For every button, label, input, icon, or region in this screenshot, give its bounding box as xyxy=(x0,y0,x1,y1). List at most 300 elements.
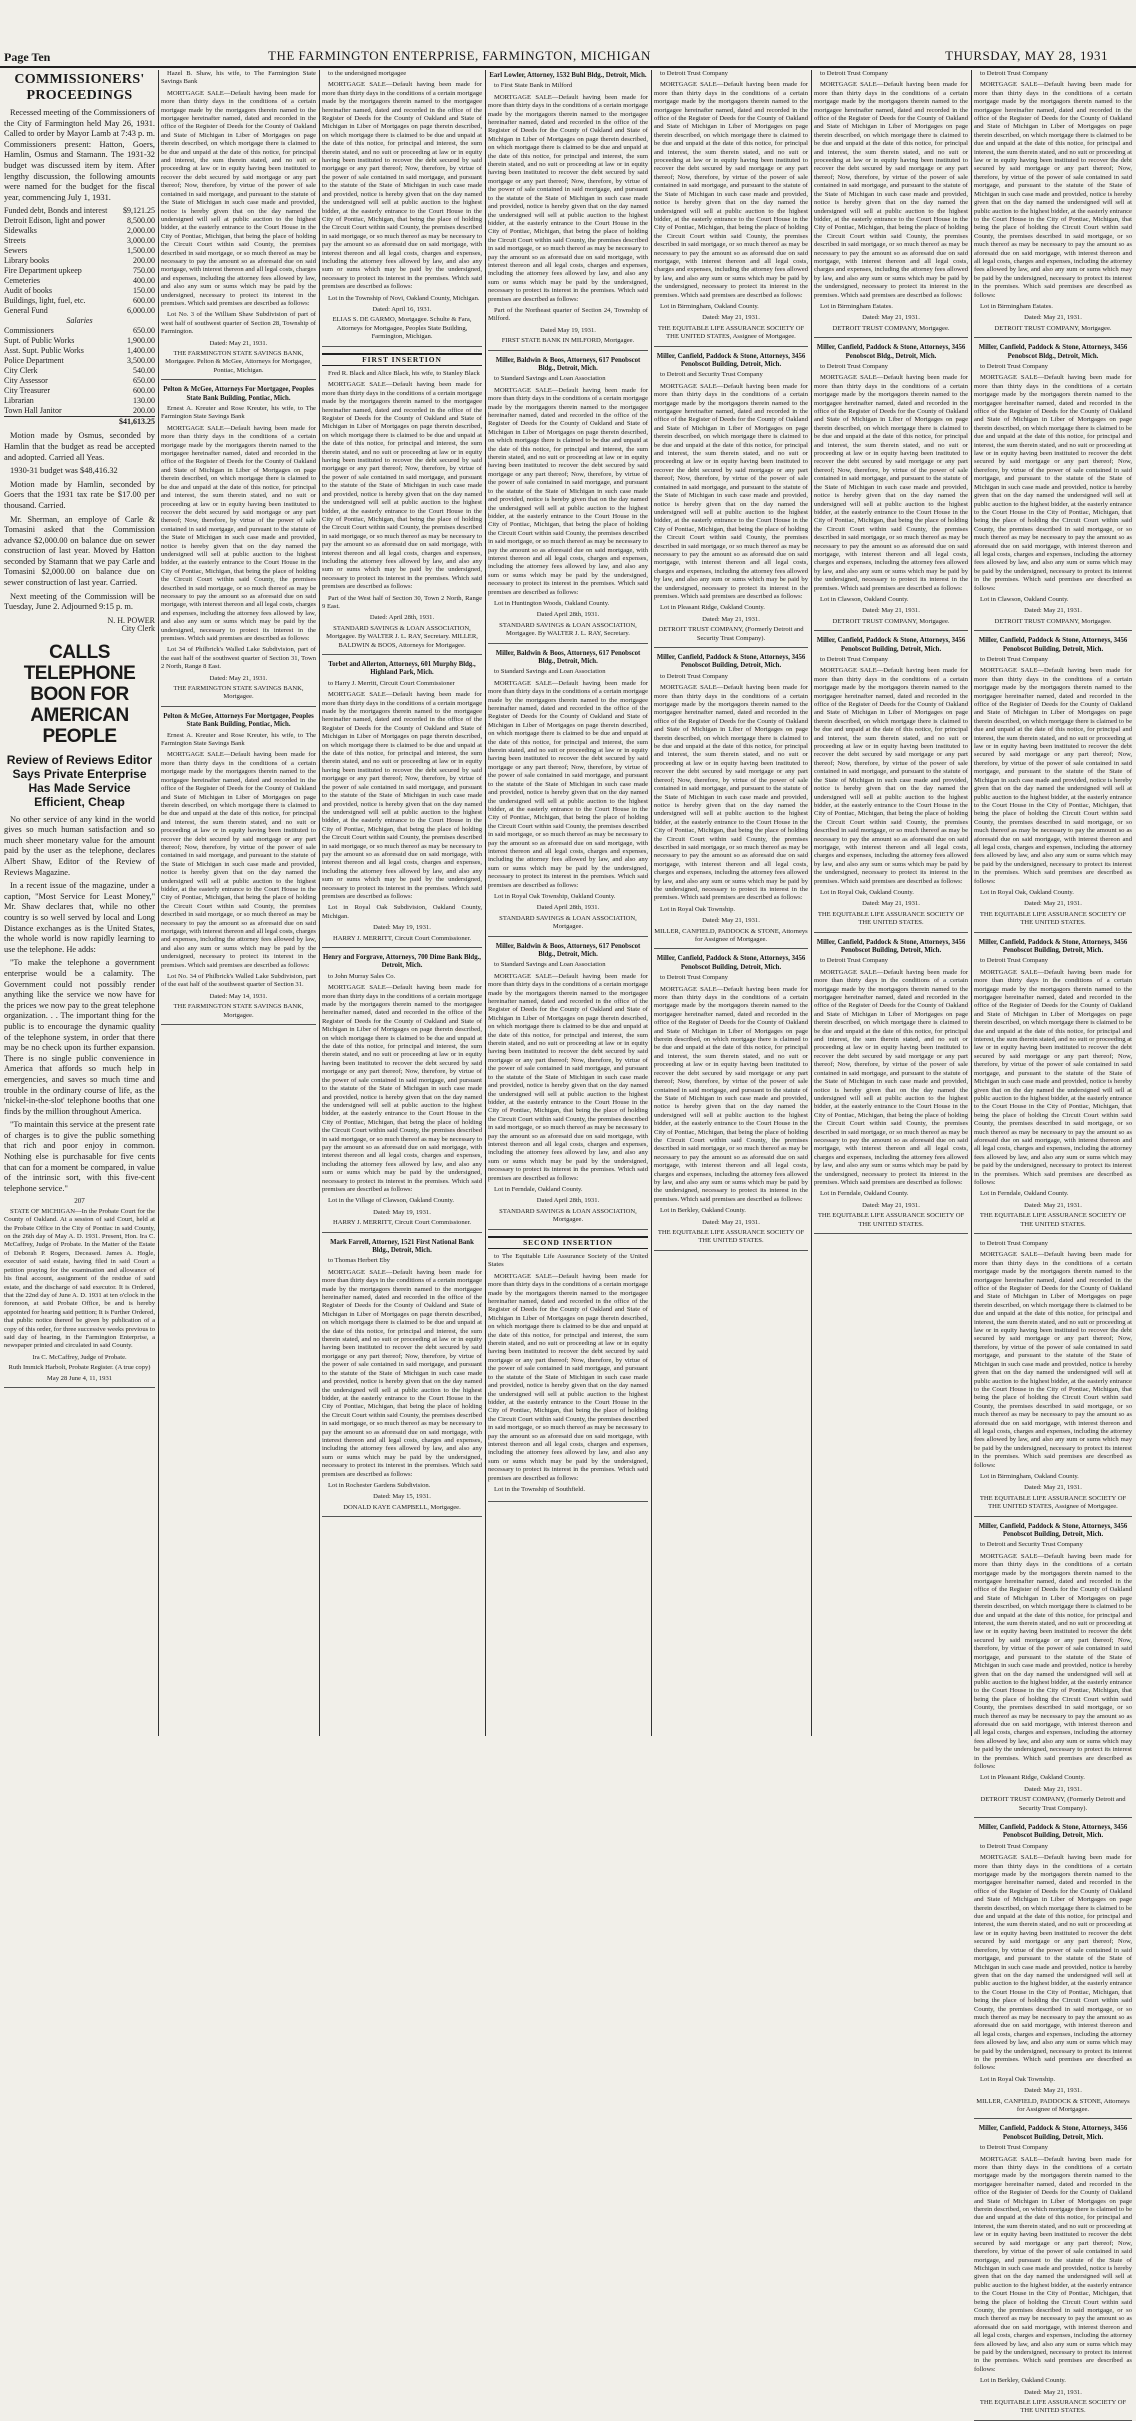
notice-lot: Lot in Clawson, Oakland County. xyxy=(820,595,909,603)
telephone-paragraph: No other service of any kind in the world gives so much human satisfaction and so much sheer monetary value for the amount paid by the user as the telephone, declares Albert Shaw, Editor of the Review of Reviews Magazine. xyxy=(4,814,155,877)
notice-body: MORTGAGE SALE—Default having been made for more than thirty days in the conditions of a certain mortgage made by the mortgagors therein named to the mortgagee hereinafter named, dated and recorded in the office of the Register of Deeds for the County of Oakland and State of Michigan in Liber of Mortgages on page therein described, on which mortgage there is claimed to be due and unpaid at the date of this notice, for principal and interest, the sum therein stated, and no suit or proceeding at law or in equity having been instituted to recover the debt secured by said mortgage or any part thereof; Now, therefore, by virtue of the power of sale contained in said mortgage, and pursuant to the statute of the State of Michigan in such case made and provided, notice is hereby given that on the day named the undersigned will sell at public auction to the highest bidder, at the easterly entrance to the Court House in the City of Pontiac, Michigan, that being the place of holding the Circuit Court within said County, the premises described in said mortgage, or so much thereof as may be necessary to pay the amount so as aforesaid due on said mortgage, with interest thereon and all legal costs, charges and expenses, including the attorney fees allowed by law, and also any sum or sums which may be paid by the undersigned, necessary to protect its interest in the premises. Which said premises are described as follows: xyxy=(654,684,808,902)
budget-amount: 650.00 xyxy=(133,326,155,336)
notice-heading: Miller, Canfield, Paddock & Stone, Attorneys, 3456 Penobscot Building, Detroit, Mich. xyxy=(816,637,966,653)
notice-heading: Henry and Forgrave, Attorneys, 700 Dime Bank Bldg., Detroit, Mich. xyxy=(322,954,482,970)
notice-parties: Hazel B. Shaw, his wife, to The Farmington State Savings Bank xyxy=(161,70,316,86)
notice-parties: to Detroit Trust Company xyxy=(820,656,888,663)
clerk-name: N. H. POWER xyxy=(107,615,155,625)
budget-label: City Assessor xyxy=(4,376,48,386)
legal-notice xyxy=(161,70,316,380)
notice-body: MORTGAGE SALE—Default having been made for more than thirty days in the conditions of a certain mortgage made by the mortgagors therein named to the mortgagee hereinafter named, dated and recorded in the office of the Register of Deeds for the County of Oakland and State of Michigan in Liber of Mortgages on page therein described, on which mortgage there is claimed to be due and unpaid at the date of this notice, for principal and interest, the sum therein stated, and no suit or proceeding at law or in equity having been instituted to recover the debt secured by said mortgage or any part thereof; Now, therefore, by virtue of the power of sale contained in said mortgage, and pursuant to the statute of the State of Michigan in such case made and provided, notice is hereby given that on the day named the undersigned will sell at public auction to the highest bidder, at the easterly entrance to the Court House in the City of Pontiac, Michigan, that being the place of holding the Circuit Court within said County, the premises described in said mortgage, or so much thereof as may be necessary to pay the amount so as aforesaid due on said mortgage, with interest thereon and all legal costs, charges and expenses, including the attorney fees allowed by law, and also any sum or sums which may be paid by the undersigned, necessary to protect its interest in the premises. Which said premises are described as follows: xyxy=(814,81,968,299)
legal-notice xyxy=(814,70,968,338)
notice-date: Dated: May 21, 1931. xyxy=(702,917,760,925)
budget-row xyxy=(4,366,155,376)
notice-date: Dated: April 28th, 1931. xyxy=(369,614,435,622)
notice-parties: to Detroit Trust Company xyxy=(660,70,728,77)
budget-label: Sewers xyxy=(4,246,28,256)
legal-notice xyxy=(488,1236,648,1503)
commission-intro: Recessed meeting of the Commissioners of the City of Farmington held May 26, 1931. Called to order by Mayor Lamb at 7:43 p. m. Commissioners present: Hatton, Goers, Hamlin, Osmus and Stamann. The 1931-32 budget was discussed item by item. After lengthy discussion, the following amounts were named for the budget for the fiscal year, commencing July 1, 1931. xyxy=(4,108,155,202)
notice-body: MORTGAGE SALE—Default having been made for more than thirty days in the conditions of a certain mortgage made by the mortgagors therein named to the mortgagee hereinafter named, dated and recorded in the office of the Register of Deeds for the County of Oakland and State of Michigan in Liber of Mortgages on page therein described, on which mortgage there is claimed to be due and unpaid at the date of this notice, for principal and interest, the sum therein stated, and no suit or proceeding at law or in equity having been instituted to recover the debt secured by said mortgage or any part thereof; Now, therefore, by virtue of the power of sale contained in said mortgage, and pursuant to the statute of the State of Michigan in such case made and provided, notice is hereby given that on the day named the undersigned will sell at public auction to the highest bidder, at the easterly entrance to the Court House in the City of Pontiac, Michigan, that being the place of holding the Circuit Court within said County, the premises described in said mortgage, or so much thereof as may be necessary to pay the amount so as aforesaid due on said mortgage, with interest thereon and all legal costs, charges and expenses, including the attorney fees allowed by law, and also any sum or sums which may be paid by the undersigned, necessary to protect its interest in the premises. Which said premises are described as follows: xyxy=(814,968,968,1186)
legal-notice xyxy=(322,1239,482,1518)
budget-row xyxy=(4,216,155,226)
notice-date: Dated: May 21, 1931. xyxy=(1024,314,1082,322)
budget-amount: 200.00 xyxy=(133,256,155,266)
notice-body: MORTGAGE SALE—Default having been made for more than thirty days in the conditions of a certain mortgage made by the mortgagors therein named to the mortgagee hereinafter named, dated and recorded in the office of the Register of Deeds for the County of Oakland and State of Michigan in Liber of Mortgages on page therein described, on which mortgage there is claimed to be due and unpaid at the date of this notice, for principal and interest, the sum therein stated, and no suit or proceeding at law or in equity having been instituted to recover the debt secured by said mortgage or any part thereof; Now, therefore, by virtue of the power of sale contained in said mortgage, and pursuant to the statute of the State of Michigan in such case made and provided, notice is hereby given that on the day named the undersigned will sell at public auction to the highest bidder, at the easterly entrance to the Court House in the City of Pontiac, Michigan, that being the place of holding the Circuit Court within said County, the premises described in said mortgage, or so much thereof as may be necessary to pay the amount so as aforesaid due on said mortgage, with interest thereon and all legal costs, charges and expenses, including the attorney fees allowed by law, and also any sum or sums which may be paid by the undersigned, necessary to protect its interest in the premises. Which said premises are described as follows: xyxy=(322,691,482,900)
notice-date: Dated: May 21, 1931. xyxy=(862,607,920,615)
commission-closing xyxy=(4,431,155,613)
notice-date: Dated: May 21, 1931. xyxy=(702,615,760,623)
notice-signature: DONALD KAYE CAMPBELL, Mortgagee. xyxy=(343,1503,461,1511)
notice-body: MORTGAGE SALE—Default having been made for more than thirty days in the conditions of a certain mortgage made by the mortgagors therein named to the mortgagee hereinafter named, dated and recorded in the office of the Register of Deeds for the County of Oakland and State of Michigan in Liber of Mortgages on page therein described, on which mortgage there is claimed to be due and unpaid at the date of this notice, for principal and interest, the sum therein stated, and no suit or proceeding at law or in equity having been instituted to recover the debt secured by said mortgage or any part thereof; Now, therefore, by virtue of the power of sale contained in said mortgage, and pursuant to the statute of the State of Michigan in such case made and provided, notice is hereby given that on the day named the undersigned will sell at public auction to the highest bidder, at the easterly entrance to the Court House in the City of Pontiac, Michigan, that being the place of holding the Circuit Court within said County, the premises described in said mortgage, or so much thereof as may be necessary to pay the amount so as aforesaid due on said mortgage, with interest thereon and all legal costs, charges and expenses, including the attorney fees allowed by law, and also any sum or sums which may be paid by the undersigned, necessary to protect its interest in the premises. Which said premises are described as follows: xyxy=(488,679,648,889)
budget-amount: 540.00 xyxy=(133,366,155,376)
budget-label: Buildings, light, fuel, etc. xyxy=(4,296,86,306)
notice-lot: Lot in Pleasant Ridge, Oakland County. xyxy=(980,1774,1085,1782)
budget-label: Detroit Edison, light and power xyxy=(4,216,106,226)
notice-parties: to Detroit and Security Trust Company xyxy=(660,371,763,379)
budget-label xyxy=(4,417,116,428)
budget-amount: 650.00 xyxy=(133,376,155,386)
clerk-title: City Clerk xyxy=(121,624,155,634)
notice-date: Dated: May 15, 1931. xyxy=(373,1493,431,1501)
budget-row xyxy=(4,326,155,336)
notice-signature: STANDARD SAVINGS & LOAN ASSOCIATION, Mortgagee. By WALTER J. L. RAY, Secretary. xyxy=(499,621,637,638)
notice-signature: HARRY J. MERRITT, Circuit Court Commissioner. xyxy=(332,1219,472,1227)
budget-label: Supt. of Public Works xyxy=(4,336,75,346)
notice-body: MORTGAGE SALE—Default having been made for more than thirty days in the conditions of a certain mortgage made by the mortgagors therein named to the mortgagee hereinafter named, dated and recorded in the office of the Register of Deeds for the County of Oakland and State of Michigan in Liber of Mortgages on page therein described, on which mortgage there is claimed to be due and unpaid at the date of this notice, for principal and interest, the sum therein stated, and no suit or proceeding at law or in equity having been instituted to recover the debt secured by said mortgage or any part thereof; Now, therefore, by virtue of the power of sale contained in said mortgage, and pursuant to the statute of the State of Michigan in such case made and provided, notice is hereby given that on the day named the undersigned will sell at public auction to the highest bidder, at the easterly entrance to the Court House in the City of Pontiac, Michigan, that being the place of holding the Circuit Court within said County, the premises described in said mortgage, or so much thereof as may be necessary to pay the amount so as aforesaid due on said mortgage, with interest thereon and all legal costs, charges and expenses, including the attorney fees allowed by law, and also any sum or sums which may be paid by the undersigned, necessary to protect its interest in the premises. Which said premises are described as follows: xyxy=(974,968,1132,1186)
notice-lot: Lot in Pleasant Ridge, Oakland County. xyxy=(660,604,765,612)
budget-amount: 1,500.00 xyxy=(127,246,155,256)
budget-amount: 1,400.00 xyxy=(127,346,155,356)
notice-heading: Miller, Canfield, Paddock & Stone, Attorneys, 3456 Penobscot Building, Detroit, Mich. xyxy=(978,1824,1128,1840)
notice-heading: Miller, Canfield, Paddock & Stone, Attorneys, 3456 Penobscot Building, Detroit, Mich. xyxy=(978,1522,1128,1538)
notice-heading: Miller, Canfield, Paddock & Stone, Attorneys, 3456 Penobscot Building, Detroit, Mich. xyxy=(656,955,806,971)
legal-notice xyxy=(322,661,482,948)
notice-signature: THE EQUITABLE LIFE ASSURANCE SOCIETY OF THE UNITED STATES, Assignee of Mortgagee. xyxy=(657,324,805,341)
notice-date: Dated: May 21, 1931. xyxy=(862,1201,920,1209)
budget-amount: $9,121.25 xyxy=(123,206,155,216)
notice-lot: Lot in Berkley, Oakland County. xyxy=(660,1207,746,1215)
notice-signature: THE EQUITABLE LIFE ASSURANCE SOCIETY OF THE UNITED STATES. xyxy=(979,910,1127,927)
notice-lot: Lot 34 of Philbrick's Walled Lake Subdivision, part of the east half of the southwest quarter of Section 31, Town 2 North, Range 8 East. xyxy=(161,646,316,671)
notice-lot: Lot in Birmingham, Oakland County. xyxy=(980,1472,1079,1480)
column-rule xyxy=(971,70,972,1736)
legal-notice xyxy=(654,70,808,347)
notice-body: MORTGAGE SALE—Default having been made for more than thirty days in the conditions of a certain mortgage made by the mortgagors therein named to the mortgagee hereinafter named, dated and recorded in the office of the Register of Deeds for the County of Oakland and State of Michigan in Liber of Mortgages on page therein described, on which mortgage there is claimed to be due and unpaid at the date of this notice, for principal and interest, the sum therein stated, and no suit or proceeding at law or in equity having been instituted to recover the debt secured by said mortgage or any part thereof; Now, therefore, by virtue of the power of sale contained in said mortgage, and pursuant to the statute of the State of Michigan in such case made and provided, notice is hereby given that on the day named the undersigned will sell at public auction to the highest bidder, at the easterly entrance to the Court House in the City of Pontiac, Michigan, that being the place of holding the Circuit Court within said County, the premises described in said mortgage, or so much thereof as may be necessary to pay the amount so as aforesaid due on said mortgage, with interest thereon and all legal costs, charges and expenses, including the attorney fees allowed by law, and also any sum or sums which may be paid by the undersigned, necessary to protect its interest in the premises. Which said premises are described as follows: xyxy=(488,386,648,596)
legal-notice xyxy=(974,939,1132,1234)
column-1 xyxy=(4,70,155,1736)
notice-body: MORTGAGE SALE—Default having been made for more than thirty days in the conditions of a certain mortgage made by the mortgagors therein named to the mortgagee hereinafter named, dated and recorded in the office of the Register of Deeds for the County of Oakland and State of Michigan in Liber of Mortgages on page therein described, on which mortgage there is claimed to be due and unpaid at the date of this notice, for principal and interest, the sum therein stated, and no suit or proceeding at law or in equity having been instituted to recover the debt secured by said mortgage or any part thereof; Now, therefore, by virtue of the power of sale contained in said mortgage, and pursuant to the statute of the State of Michigan in such case made and provided, notice is hereby given that on the day named the undersigned will sell at public auction to the highest bidder, at the easterly entrance to the Court House in the City of Pontiac, Michigan, that being the place of holding the Circuit Court within said County, the premises described in said mortgage, or so much thereof as may be necessary to pay the amount so as aforesaid due on said mortgage, with interest thereon and all legal costs, charges and expenses, including the attorney fees allowed by law, and also any sum or sums which may be paid by the undersigned, necessary to protect its interest in the premises. Which said premises are described as follows: xyxy=(814,374,968,592)
notice-body: MORTGAGE SALE—Default having been made for more than thirty days in the conditions of a certain mortgage made by the mortgagors therein named to the mortgagee hereinafter named, dated and recorded in the office of the Register of Deeds for the County of Oakland and State of Michigan in Liber of Mortgages on page therein described, on which mortgage there is claimed to be due and unpaid at the date of this notice, for principal and interest, the sum therein stated, and no suit or proceeding at law or in equity having been instituted to recover the debt secured by said mortgage or any part thereof; Now, therefore, by virtue of the power of sale contained in said mortgage, and pursuant to the statute of the State of Michigan in such case made and provided, notice is hereby given that on the day named the undersigned will sell at public auction to the highest bidder, at the easterly entrance to the Court House in the City of Pontiac, Michigan, that being the place of holding the Circuit Court within said County, the premises described in said mortgage, or so much thereof as may be necessary to pay the amount so as aforesaid due on said mortgage, with interest thereon and all legal costs, charges and expenses, including the attorney fees allowed by law, and also any sum or sums which may be paid by the undersigned, necessary to protect its interest in the premises. Which said premises are described as follows: xyxy=(161,424,316,642)
budget-row xyxy=(4,286,155,296)
legal-notice xyxy=(814,344,968,631)
budget-label: Fire Department upkeep xyxy=(4,266,82,276)
notice-heading: Earl Lowler, Attorney, 1532 Buhl Bldg., Detroit, Mich. xyxy=(489,72,647,79)
legal-notice xyxy=(488,72,648,351)
notice-heading: Miller, Canfield, Paddock & Stone, Attorneys, 3456 Penobscot Building, Detroit, Mich. xyxy=(978,637,1128,653)
notice-heading: Miller, Baldwin & Boos, Attorneys, 617 Penobscot Bldg., Detroit, Mich. xyxy=(495,942,641,958)
notice-parties: Ernest A. Kreuter and Rose Kreuter, his wife, to The Farmington State Savings Bank xyxy=(161,731,316,748)
notice-parties: to Detroit Trust Company xyxy=(980,363,1048,370)
budget-amount: 750.00 xyxy=(133,266,155,276)
notice-body: MORTGAGE SALE—Default having been made for more than thirty days in the conditions of a certain mortgage made by the mortgagors therein named to the mortgagee hereinafter named, dated and recorded in the office of the Register of Deeds for the County of Oakland and State of Michigan in Liber of Mortgages on page therein described, on which mortgage there is claimed to be due and unpaid at the date of this notice, for principal and interest, the sum therein stated, and no suit or proceeding at law or in equity having been instituted to recover the debt secured by said mortgage or any part thereof; Now, therefore, by virtue of the power of sale contained in said mortgage, and pursuant to the statute of the State of Michigan in such case made and provided, notice is hereby given that on the day named the undersigned will sell at public auction to the highest bidder, at the easterly entrance to the Court House in the City of Pontiac, Michigan, that being the place of holding the Circuit Court within said County, the premises described in said mortgage, or so much thereof as may be necessary to pay the amount so as aforesaid due on said mortgage, with interest thereon and all legal costs, charges and expenses, including the attorney fees allowed by law, and also any sum or sums which may be paid by the undersigned, necessary to protect its interest in the premises. Which said premises are described as follows: xyxy=(488,1272,648,1482)
budget-row xyxy=(4,236,155,246)
budget-label: Library books xyxy=(4,256,50,266)
budget-row xyxy=(4,226,155,236)
notice-lot: Lot in Birmingham Estates. xyxy=(980,302,1053,310)
notice-lot: Lot in Royal Oak Township, Oakland County. xyxy=(494,892,616,900)
legal-notice xyxy=(974,637,1132,932)
notice-lot: Lot in Berkley, Oakland County. xyxy=(980,2377,1066,2385)
telephone-headline: CALLS TELEPHONE BOON FOR AMERICAN PEOPLE xyxy=(23,641,136,747)
notice-lot: Lot in Royal Oak Subdivision, Oakland County, Michigan. xyxy=(322,904,482,920)
notice-date: Dated: April 16, 1931. xyxy=(372,305,432,313)
budget-amount: 600.00 xyxy=(133,296,155,306)
page-number: Page Ten xyxy=(4,50,51,64)
notice-parties: to Standard Savings and Loan Association xyxy=(494,375,606,383)
budget-label: Cemeteries xyxy=(4,276,40,286)
legal-notice xyxy=(161,386,316,707)
notice-body: MORTGAGE SALE—Default having been made for more than thirty days in the conditions of a certain mortgage made by the mortgagors therein named to the mortgagee hereinafter named, dated and recorded in the office of the Register of Deeds for the County of Oakland and State of Michigan in Liber of Mortgages on page therein described, on which mortgage there is claimed to be due and unpaid at the date of this notice, for principal and interest, the sum therein stated, and no suit or proceeding at law or in equity having been instituted to recover the debt secured by said mortgage or any part thereof; Now, therefore, by virtue of the power of sale contained in said mortgage, and pursuant to the statute of the State of Michigan in such case made and provided, notice is hereby given that on the day named the undersigned will sell at public auction to the highest bidder, at the easterly entrance to the Court House in the City of Pontiac, Michigan, that being the place of holding the Circuit Court within said County, the premises described in said mortgage, or so much thereof as may be necessary to pay the amount so as aforesaid due on said mortgage, with interest thereon and all legal costs, charges and expenses, including the attorney fees allowed by law, and also any sum or sums which may be paid by the undersigned, necessary to protect its interest in the premises. Which said premises are described as follows: xyxy=(322,381,482,591)
notice-parties: to Detroit Trust Company xyxy=(980,1842,1048,1850)
notice-heading: Torbet and Allerton, Attorneys, 601 Murphy Bldg., Highland Park, Mich. xyxy=(328,661,476,677)
budget-label: Sidewalks xyxy=(4,226,37,236)
budget-row xyxy=(4,276,155,286)
notice-date: Dated: May 19, 1931. xyxy=(373,924,431,932)
notice-lot: Lot No. 3 of the William Shaw Subdivision of part of west half of southwest quarter of Section 28, Township of Farmington. xyxy=(161,311,316,336)
notice-body: MORTGAGE SALE—Default having been made for more than thirty days in the conditions of a certain mortgage made by the mortgagors therein named to the mortgagee hereinafter named, dated and recorded in the office of the Register of Deeds for the County of Oakland and State of Michigan in Liber of Mortgages on page therein described, on which mortgage there is claimed to be due and unpaid at the date of this notice, for principal and interest, the sum therein stated, and no suit or proceeding at law or in equity having been instituted to recover the debt secured by said mortgage or any part thereof; Now, therefore, by virtue of the power of sale contained in said mortgage, and pursuant to the statute of the State of Michigan in such case made and provided, notice is hereby given that on the day named the undersigned will sell at public auction to the highest bidder, at the easterly entrance to the Court House in the City of Pontiac, Michigan, that being the place of holding the Circuit Court within said County, the premises described in said mortgage, or so much thereof as may be necessary to pay the amount so as aforesaid due on said mortgage, with interest thereon and all legal costs, charges and expenses, including the attorney fees allowed by law, and also any sum or sums which may be paid by the undersigned, necessary to protect its interest in the premises. Which said premises are described as follows: xyxy=(161,89,316,307)
notice-signature: HARRY J. MERRITT, Circuit Court Commissioner. xyxy=(332,934,472,942)
notice-parties: to The Equitable Life Assurance Society of the United States xyxy=(488,1253,648,1269)
notice-date: Dated: May 21, 1931. xyxy=(1024,1484,1082,1492)
notice-parties: to First State Bank in Milford xyxy=(494,82,573,90)
notice-body: MORTGAGE SALE—Default having been made for more than thirty days in the conditions of a certain mortgage made by the mortgagors therein named to the mortgagee hereinafter named, dated and recorded in the office of the Register of Deeds for the County of Oakland and State of Michigan in Liber of Mortgages on page therein described, on which mortgage there is claimed to be due and unpaid at the date of this notice, for principal and interest, the sum therein stated, and no suit or proceeding at law or in equity having been instituted to recover the debt secured by said mortgage or any part thereof; Now, therefore, by virtue of the power of sale contained in said mortgage, and pursuant to the statute of the State of Michigan in such case made and provided, notice is hereby given that on the day named the undersigned will sell at public auction to the highest bidder, at the easterly entrance to the Court House in the City of Pontiac, Michigan, that being the place of holding the Circuit Court within said County, the premises described in said mortgage, or so much thereof as may be necessary to pay the amount so as aforesaid due on said mortgage, with interest thereon and all legal costs, charges and expenses, including the attorney fees allowed by law, and also any sum or sums which may be paid by the undersigned, necessary to protect its interest in the premises. Which said premises are described as follows: xyxy=(161,751,316,969)
legal-notice xyxy=(161,713,316,1025)
notice-signature: THE FARMINGTON STATE SAVINGS BANK, Mortgagee. Pelton & McGee, Attorneys for Mortgagee, Pontiac, Michigan. xyxy=(165,350,312,374)
notice-signature: DETROIT TRUST COMPANY, Mortgagee. xyxy=(832,324,950,332)
commission-paragraph: Motion made by Osmus, seconded by Hamlin that the budget as read be accepted and adopted. Carried all Yeas. xyxy=(4,431,155,462)
notice-date: Dated: May 21, 1931. xyxy=(1024,1785,1082,1793)
notice-signature: ELIAS S. DE GARMO, Mortgagee. Schulte & Fara, Attorneys for Mortgagee, Peoples State Building, Farmington, Michigan. xyxy=(332,316,472,341)
commission-paragraph: Mr. Sherman, an employe of Carle & Tomasini asked that the Commission advance $2,000.00 on balance due on sewer construction of last year. Moved by Hatton seconded by Stamann that we pay Carle and Tomasini $2,000.00 on balance due on sewer construction of last year. Carried. xyxy=(4,514,155,588)
notice-parties: to Detroit Trust Company xyxy=(980,957,1048,965)
notice-parties: to John Murray Sales Co. xyxy=(328,972,396,980)
notice-signature: THE EQUITABLE LIFE ASSURANCE SOCIETY OF THE UNITED STATES. xyxy=(979,1212,1127,1228)
notice-date: Dated: May 21, 1931. xyxy=(702,314,760,322)
notice-parties: to Detroit Trust Company xyxy=(820,70,888,77)
notice-lot: Lot in Rochester Gardens Subdivision. xyxy=(328,1481,431,1489)
notice-signature: DETROIT TRUST COMPANY, Mortgagee. xyxy=(994,324,1112,332)
notice-lot: Lot in Royal Oak Township. xyxy=(980,2075,1056,2083)
legal-notice xyxy=(974,70,1132,338)
legal-notice xyxy=(974,1523,1132,1818)
notice-parties: Fred R. Black and Alice Black, his wife, to Stanley Black xyxy=(328,370,480,377)
notice-body: MORTGAGE SALE—Default having been made for more than thirty days in the conditions of a certain mortgage made by the mortgagors therein named to the mortgagee hereinafter named, dated and recorded in the office of the Register of Deeds for the County of Oakland and State of Michigan in Liber of Mortgages on page therein described, on which mortgage there is claimed to be due and unpaid at the date of this notice, for principal and interest, the sum therein stated, and no suit or proceeding at law or in equity having been instituted to recover the debt secured by said mortgage or any part thereof; Now, therefore, by virtue of the power of sale contained in said mortgage, and pursuant to the statute of the State of Michigan in such case made and provided, notice is hereby given that on the day named the undersigned will sell at public auction to the highest bidder, at the easterly entrance to the Court House in the City of Pontiac, Michigan, that being the place of holding the Circuit Court within said County, the premises described in said mortgage, or so much thereof as may be necessary to pay the amount so as aforesaid due on said mortgage, with interest thereon and all legal costs, charges and expenses, including the attorney fees allowed by law, and also any sum or sums which may be paid by the undersigned, necessary to protect its interest in the premises. Which said premises are described as follows: xyxy=(974,667,1132,885)
legal-notice xyxy=(488,943,648,1230)
budget-amount: $41,613.25 xyxy=(116,417,155,428)
insertion-band: FIRST INSERTION xyxy=(322,353,482,366)
legal-notice xyxy=(974,1240,1132,1517)
notice-lot: Lot in Huntington Woods, Oakland County. xyxy=(494,599,610,607)
notice-parties: to Detroit Trust Company xyxy=(980,1240,1048,1247)
budget-row xyxy=(4,336,155,346)
probate-signatures xyxy=(4,1354,155,1388)
notice-signature: MILLER, CANFIELD, PADDOCK & STONE, Attorneys for Assignee of Mortgagee. xyxy=(654,927,808,943)
legal-notice xyxy=(974,1824,1132,2119)
notice-body: MORTGAGE SALE—Default having been made for more than thirty days in the conditions of a certain mortgage made by the mortgagors therein named to the mortgagee hereinafter named, dated and recorded in the office of the Register of Deeds for the County of Oakland and State of Michigan in Liber of Mortgages on page therein described, on which mortgage there is claimed to be due and unpaid at the date of this notice, for principal and interest, the sum therein stated, and no suit or proceeding at law or in equity having been instituted to recover the debt secured by said mortgage or any part thereof; Now, therefore, by virtue of the power of sale contained in said mortgage, and pursuant to the statute of the State of Michigan in such case made and provided, notice is hereby given that on the day named the undersigned will sell at public auction to the highest bidder, at the easterly entrance to the Court House in the City of Pontiac, Michigan, that being the place of holding the Circuit Court within said County, the premises described in said mortgage, or so much thereof as may be necessary to pay the amount so as aforesaid due on said mortgage, with interest thereon and all legal costs, charges and expenses, including the attorney fees allowed by law, and also any sum or sums which may be paid by the undersigned, necessary to protect its interest in the premises. Which said premises are described as follows: xyxy=(654,985,808,1203)
notice-heading: Miller, Canfield, Paddock & Stone, Attorneys, 3456 Penobscot Building, Detroit, Mich. xyxy=(656,654,806,670)
notice-lot: Lot in Ferndale, Oakland County. xyxy=(980,1190,1069,1198)
budget-row xyxy=(4,296,155,306)
budget-amount: 3,500.00 xyxy=(127,356,155,366)
notice-date: Dated: May 21, 1931. xyxy=(1024,2388,1082,2396)
notice-date: Dated: May 21, 1931. xyxy=(862,314,920,322)
notice-signature: STANDARD SAVINGS & LOAN ASSOCIATION, Mortgagee. By WALTER J. L. RAY, Secretary. MILLER, BALDWIN & BOOS, Attorneys for Mortgagee. xyxy=(326,624,478,649)
notice-body: MORTGAGE SALE—Default having been made for more than thirty days in the conditions of a certain mortgage made by the mortgagors therein named to the mortgagee hereinafter named, dated and recorded in the office of the Register of Deeds for the County of Oakland and State of Michigan in Liber of Mortgages on page therein described, on which mortgage there is claimed to be due and unpaid at the date of this notice, for principal and interest, the sum therein stated, and no suit or proceeding at law or in equity having been instituted to recover the debt secured by said mortgage or any part thereof; Now, therefore, by virtue of the power of sale contained in said mortgage, and pursuant to the statute of the State of Michigan in such case made and provided, notice is hereby given that on the day named the undersigned will sell at public auction to the highest bidder, at the easterly entrance to the Court House in the City of Pontiac, Michigan, that being the place of holding the Circuit Court within said County, the premises described in said mortgage, or so much thereof as may be necessary to pay the amount so as aforesaid due on said mortgage, with interest thereon and all legal costs, charges and expenses, including the attorney fees allowed by law, and also any sum or sums which may be paid by the undersigned, necessary to protect its interest in the premises. Which said premises are described as follows: xyxy=(974,1251,1132,1469)
notice-lot: Lot in the Township of Southfield. xyxy=(494,1485,585,1493)
budget-label: Commissioners xyxy=(4,326,54,336)
notice-signature: THE EQUITABLE LIFE ASSURANCE SOCIETY OF THE UNITED STATES. xyxy=(817,910,965,927)
column-5 xyxy=(654,70,808,1736)
notice-body: MORTGAGE SALE—Default having been made for more than thirty days in the conditions of a certain mortgage made by the mortgagors therein named to the mortgagee hereinafter named, dated and recorded in the office of the Register of Deeds for the County of Oakland and State of Michigan in Liber of Mortgages on page therein described, on which mortgage there is claimed to be due and unpaid at the date of this notice, for principal and interest, the sum therein stated, and no suit or proceeding at law or in equity having been instituted to recover the debt secured by said mortgage or any part thereof; Now, therefore, by virtue of the power of sale contained in said mortgage, and pursuant to the statute of the State of Michigan in such case made and provided, notice is hereby given that on the day named the undersigned will sell at public auction to the highest bidder, at the easterly entrance to the Court House in the City of Pontiac, Michigan, that being the place of holding the Circuit Court within said County, the premises described in said mortgage, or so much thereof as may be necessary to pay the amount so as aforesaid due on said mortgage, with interest thereon and all legal costs, charges and expenses, including the attorney fees allowed by law, and also any sum or sums which may be paid by the undersigned, necessary to protect its interest in the premises. Which said premises are described as follows: xyxy=(322,984,482,1193)
column-7 xyxy=(974,70,1132,2415)
notice-parties: to Detroit Trust Company xyxy=(980,656,1048,663)
insertion-band: SECOND INSERTION xyxy=(488,1236,648,1249)
notice-body: MORTGAGE SALE—Default having been made for more than thirty days in the conditions of a certain mortgage made by the mortgagors therein named to the mortgagee hereinafter named, dated and recorded in the office of the Register of Deeds for the County of Oakland and State of Michigan in Liber of Mortgages on page therein described, on which mortgage there is claimed to be due and unpaid at the date of this notice, for principal and interest, the sum therein stated, and no suit or proceeding at law or in equity having been instituted to recover the debt secured by said mortgage or any part thereof; Now, therefore, by virtue of the power of sale contained in said mortgage, and pursuant to the statute of the State of Michigan in such case made and provided, notice is hereby given that on the day named the undersigned will sell at public auction to the highest bidder, at the easterly entrance to the Court House in the City of Pontiac, Michigan, that being the place of holding the Circuit Court within said County, the premises described in said mortgage, or so much thereof as may be necessary to pay the amount so as aforesaid due on said mortgage, with interest thereon and all legal costs, charges and expenses, including the attorney fees allowed by law, and also any sum or sums which may be paid by the undersigned, necessary to protect its interest in the premises. Which said premises are described as follows: xyxy=(974,1552,1132,1770)
commission-paragraph: Motion made by Hamlin, seconded by Goers that the 1931 tax rate be $17.00 per thousand. Carried. xyxy=(4,479,155,510)
notice-lot: Lot in Ferndale, Oakland County. xyxy=(820,1190,909,1198)
notice-date: Dated: May 21, 1931. xyxy=(862,900,920,908)
legal-notice xyxy=(322,353,482,655)
notice-parties: to Detroit Trust Company xyxy=(660,672,728,680)
budget-amount: 1,900.00 xyxy=(127,336,155,346)
budget-label: Police Department xyxy=(4,356,64,366)
telephone-paragraph: "To maintain this service at the present rate of charges is to give the public something that rich and poor enjoy in common. Nothing else is purchasable for five cents that can for a moment be compared, in value of the intrinsic sort, with this five-cent telephone service." xyxy=(4,1120,155,1193)
notice-body: MORTGAGE SALE—Default having been made for more than thirty days in the conditions of a certain mortgage made by the mortgagors therein named to the mortgagee hereinafter named, dated and recorded in the office of the Register of Deeds for the County of Oakland and State of Michigan in Liber of Mortgages on page therein described, on which mortgage there is claimed to be due and unpaid at the date of this notice, for principal and interest, the sum therein stated, and no suit or proceeding at law or in equity having been instituted to recover the debt secured by said mortgage or any part thereof; Now, therefore, by virtue of the power of sale contained in said mortgage, and pursuant to the statute of the State of Michigan in such case made and provided, notice is hereby given that on the day named the undersigned will sell at public auction to the highest bidder, at the easterly entrance to the Court House in the City of Pontiac, Michigan, that being the place of holding the Circuit Court within said County, the premises described in said mortgage, or so much thereof as may be necessary to pay the amount so as aforesaid due on said mortgage, with interest thereon and all legal costs, charges and expenses, including the attorney fees allowed by law, and also any sum or sums which may be paid by the undersigned, necessary to protect its interest in the premises. Which said premises are described as follows: xyxy=(974,1854,1132,2072)
notice-heading: Miller, Baldwin & Boos, Attorneys, 617 Penobscot Bldg., Detroit, Mich. xyxy=(495,356,641,372)
notice-heading: Miller, Canfield, Paddock & Stone, Attorneys, 3456 Penobscot Building, Detroit, Mich. xyxy=(816,938,966,954)
budget-row xyxy=(4,406,155,417)
notice-signature: DETROIT TRUST COMPANY, (Formerly Detroit and Security Trust Company). xyxy=(658,626,804,642)
budget-row xyxy=(4,376,155,386)
notice-date: Dated: May 21, 1931. xyxy=(209,674,268,682)
notice-parties: to Detroit Trust Company xyxy=(660,974,728,982)
notice-date: Dated May 19, 1931. xyxy=(540,326,596,334)
legal-notice xyxy=(814,939,968,1234)
telephone-paragraph: In a recent issue of the magazine, under a caption, "Most Service for Least Money," Mr. Shaw declares that, while no other country is so well served by local and Long Distance exchanges as is the United States, the whole world is now rapidly learning to use the telephone. He adds: xyxy=(4,881,155,954)
column-rule xyxy=(158,70,159,1736)
probate-dates: May 28 June 4, 11, 1931 xyxy=(46,1374,113,1382)
issue-date: THURSDAY, MAY 28, 1931 xyxy=(945,48,1108,63)
telephone-subhead: Review of Reviews Editor Says Private Enterprise Has Made Service Efficient, Cheap xyxy=(6,752,153,809)
probate-text: STATE OF MICHIGAN—In the Probate Court for the County of Oakland. At a session of said Court, held at the Probate Office in the City of Pontiac in said County, on the 26th day of May A. D. 1931. Present, Hon. Ira C. McCaffrey, Judge of Probate. In the Matter of the Estate of Deborah P. Rogers, Deceased. James A. Hogle, executor of said estate, having filed in said Court a petition praying for the examination and allowance of his final account, assignment of the residue of said estate, and the discharge of said executor. It is Ordered, that the 22nd day of June A. D. 1931 at ten o'clock in the forenoon, at said Probate Office, be and is hereby appointed for hearing said petition; It is Further Ordered, that public notice thereof be given by publication of a copy of this order, for three successive weeks previous to said day of hearing, in the Farmington Enterprise, a newspaper printed and circulated in said County. xyxy=(4,1207,155,1350)
column-3 xyxy=(322,70,482,1736)
notice-heading: Miller, Canfield, Paddock & Stone, Attorneys, 3456 Penobscot Bldg., Detroit, Mich. xyxy=(978,344,1128,360)
notice-body: MORTGAGE SALE—Default having been made for more than thirty days in the conditions of a certain mortgage made by the mortgagors therein named to the mortgagee hereinafter named, dated and recorded in the office of the Register of Deeds for the County of Oakland and State of Michigan in Liber of Mortgages on page therein described, on which mortgage there is claimed to be due and unpaid at the date of this notice, for principal and interest, the sum therein stated, and no suit or proceeding at law or in equity having been instituted to recover the debt secured by said mortgage or any part thereof; Now, therefore, by virtue of the power of sale contained in said mortgage, and pursuant to the statute of the State of Michigan in such case made and provided, notice is hereby given that on the day named the undersigned will sell at public auction to the highest bidder, at the easterly entrance to the Court House in the City of Pontiac, Michigan, that being the place of holding the Circuit Court within said County, the premises described in said mortgage, or so much thereof as may be necessary to pay the amount so as aforesaid due on said mortgage, with interest thereon and all legal costs, charges and expenses, including the attorney fees allowed by law, and also any sum or sums which may be paid by the undersigned, necessary to protect its interest in the premises. Which said premises are described as follows: xyxy=(974,374,1132,592)
budget-row xyxy=(4,356,155,366)
legal-notice xyxy=(654,654,808,949)
column-rule xyxy=(651,70,652,1736)
notice-parties: to Detroit Trust Company xyxy=(980,70,1048,77)
budget-row xyxy=(4,386,155,396)
column-6 xyxy=(814,70,968,1736)
notice-lot: Lot No. 34 of Philbrick's Walled Lake Subdivision, part of the east half of the southwest quarter of Section 31. xyxy=(161,973,316,989)
notice-signature: DETROIT TRUST COMPANY, (Formerly Detroit and Security Trust Company). xyxy=(980,1796,1126,1812)
budget-label: General Fund xyxy=(4,306,48,316)
notice-date: Dated: May 21, 1931. xyxy=(1024,1201,1082,1209)
budget-amount: 2,000.00 xyxy=(127,226,155,236)
notice-body: MORTGAGE SALE—Default having been made for more than thirty days in the conditions of a certain mortgage made by the mortgagors therein named to the mortgagee hereinafter named, dated and recorded in the office of the Register of Deeds for the County of Oakland and State of Michigan in Liber of Mortgages on page therein described, on which mortgage there is claimed to be due and unpaid at the date of this notice, for principal and interest, the sum therein stated, and no suit or proceeding at law or in equity having been instituted to recover the debt secured by said mortgage or any part thereof; Now, therefore, by virtue of the power of sale contained in said mortgage, and pursuant to the statute of the State of Michigan in such case made and provided, notice is hereby given that on the day named the undersigned will sell at public auction to the highest bidder, at the easterly entrance to the Court House in the City of Pontiac, Michigan, that being the place of holding the Circuit Court within said County, the premises described in said mortgage, or so much thereof as may be necessary to pay the amount so as aforesaid due on said mortgage, with interest thereon and all legal costs, charges and expenses, including the attorney fees allowed by law, and also any sum or sums which may be paid by the undersigned, necessary to protect its interest in the premises. Which said premises are described as follows: xyxy=(814,667,968,885)
notice-body: MORTGAGE SALE—Default having been made for more than thirty days in the conditions of a certain mortgage made by the mortgagors therein named to the mortgagee hereinafter named, dated and recorded in the office of the Register of Deeds for the County of Oakland and State of Michigan in Liber of Mortgages on page therein described, on which mortgage there is claimed to be due and unpaid at the date of this notice, for principal and interest, the sum therein stated, and no suit or proceeding at law or in equity having been instituted to recover the debt secured by said mortgage or any part thereof; Now, therefore, by virtue of the power of sale contained in said mortgage, and pursuant to the statute of the State of Michigan in such case made and provided, notice is hereby given that on the day named the undersigned will sell at public auction to the highest bidder, at the easterly entrance to the Court House in the City of Pontiac, Michigan, that being the place of holding the Circuit Court within said County, the premises described in said mortgage, or so much thereof as may be necessary to pay the amount so as aforesaid due on said mortgage, with interest thereon and all legal costs, charges and expenses, including the attorney fees allowed by law, and also any sum or sums which may be paid by the undersigned, necessary to protect its interest in the premises. Which said premises are described as follows: xyxy=(654,382,808,600)
budget-row xyxy=(4,266,155,276)
budget-row xyxy=(4,346,155,356)
budget-row xyxy=(4,206,155,216)
budget-label: Town Hall Janitor xyxy=(4,406,62,416)
legal-notice xyxy=(814,637,968,932)
notice-signature: FIRST STATE BANK IN MILFORD, Mortgagee. xyxy=(501,337,635,345)
budget-label: Audit of books xyxy=(4,286,52,296)
notice-body: MORTGAGE SALE—Default having been made for more than thirty days in the conditions of a certain mortgage made by the mortgagors therein named to the mortgagee hereinafter named, dated and recorded in the office of the Register of Deeds for the County of Oakland and State of Michigan in Liber of Mortgages on page therein described, on which mortgage there is claimed to be due and unpaid at the date of this notice, for principal and interest, the sum therein stated, and no suit or proceeding at law or in equity having been instituted to recover the debt secured by said mortgage or any part thereof; Now, therefore, by virtue of the power of sale contained in said mortgage, and pursuant to the statute of the State of Michigan in such case made and provided, notice is hereby given that on the day named the undersigned will sell at public auction to the highest bidder, at the easterly entrance to the Court House in the City of Pontiac, Michigan, that being the place of holding the Circuit Court within said County, the premises described in said mortgage, or so much thereof as may be necessary to pay the amount so as aforesaid due on said mortgage, with interest thereon and all legal costs, charges and expenses, including the attorney fees allowed by law, and also any sum or sums which may be paid by the undersigned, necessary to protect its interest in the premises. Which said premises are described as follows: xyxy=(654,81,808,299)
budget-amount: 150.00 xyxy=(133,286,155,296)
legal-notice xyxy=(322,70,482,347)
column-rule xyxy=(319,70,320,1736)
notice-heading: Mark Farrell, Attorney, 1521 First National Bank Bldg., Detroit, Mich. xyxy=(330,1238,474,1254)
notice-signature: THE FARMINGTON STATE SAVINGS BANK, Mortgagee. xyxy=(173,685,304,701)
budget-row xyxy=(4,396,155,406)
clerk-signature xyxy=(4,617,155,634)
notice-date: Dated: May 21, 1931. xyxy=(702,1218,760,1226)
notice-heading: Pelton & McGee, Attorneys For Mortgagee, Peoples State Bank Building, Pontiac, Mich. xyxy=(163,712,314,729)
budget-amount: 8,500.00 xyxy=(127,216,155,226)
notice-date: Dated April 28th, 1931. xyxy=(536,611,600,619)
budget-amount: 600.00 xyxy=(133,386,155,396)
salaries-heading: Salaries xyxy=(66,316,93,326)
commission-headline: COMMISSIONERS' PROCEEDINGS xyxy=(14,72,145,103)
legal-notice xyxy=(974,344,1132,631)
telephone-paragraph: "To make the telephone a government enterprise would be a calamity. The Government could not possibly render anything like the service we now have for the prices we now pay to the great telephone organization. . . The important thing for the public is to encourage the dynamic quality of the telephone system, in order that there may be no check upon its further expansion. There is no single public convenience in America that affords so much help in emergencies, and saves so much time and trouble in the ordinary course of life, as the 'nickel-in-the-slot' telephone booths that one finds by the million throughout America. xyxy=(4,958,155,1116)
notice-date: Dated April 28th, 1931. xyxy=(536,1197,600,1205)
notice-lot: Lot in Royal Oak, Oakland County. xyxy=(980,888,1074,896)
budget-row xyxy=(4,246,155,256)
notice-signature: THE EQUITABLE LIFE ASSURANCE SOCIETY OF THE UNITED STATES. xyxy=(979,2399,1127,2415)
notice-signature: THE EQUITABLE LIFE ASSURANCE SOCIETY OF THE UNITED STATES. xyxy=(657,1229,805,1245)
notice-parties: to Detroit Trust Company xyxy=(820,363,888,370)
notice-lot: Lot in Ferndale, Oakland County. xyxy=(494,1185,583,1193)
notice-parties: to Detroit Trust Company xyxy=(820,957,888,965)
legal-notice xyxy=(654,955,808,1250)
probate-number: 207 xyxy=(74,1197,85,1206)
legal-notice xyxy=(488,650,648,937)
notice-lot: Lot in the Township of Novi, Oakland County, Michigan. xyxy=(328,294,480,302)
column-rule xyxy=(485,70,486,1736)
notice-lot: Lot in Royal Oak, Oakland County. xyxy=(820,888,914,896)
column-rule xyxy=(811,70,812,1736)
budget-amount: 3,000.00 xyxy=(127,236,155,246)
notice-signature: STANDARD SAVINGS & LOAN ASSOCIATION, Mortgagee. xyxy=(499,914,637,931)
notice-lot: Part of the Northeast quarter of Section 24, Township of Milford. xyxy=(488,306,648,323)
notice-signature: STANDARD SAVINGS & LOAN ASSOCIATION, Mortgagee. xyxy=(499,1207,637,1224)
notice-parties: to the undersigned mortgagee xyxy=(328,70,407,77)
masthead xyxy=(0,44,1136,68)
legal-notice xyxy=(974,2125,1132,2420)
notice-heading: Pelton & McGee, Attorneys For Mortgagee, Peoples State Bank Building, Pontiac, Mich. xyxy=(163,386,314,402)
notice-heading: Miller, Canfield, Paddock & Stone, Attorneys, 3456 Penobscot Building, Detroit, Mich. xyxy=(978,938,1128,954)
budget-row xyxy=(4,306,155,316)
legal-notice xyxy=(322,954,482,1233)
notice-date: Dated: May 21, 1931. xyxy=(209,339,268,347)
notice-body: MORTGAGE SALE—Default having been made for more than thirty days in the conditions of a certain mortgage made by the mortgagors therein named to the mortgagee hereinafter named, dated and recorded in the office of the Register of Deeds for the County of Oakland and State of Michigan in Liber of Mortgages on page therein described, on which mortgage there is claimed to be due and unpaid at the date of this notice, for principal and interest, the sum therein stated, and no suit or proceeding at law or in equity having been instituted to recover the debt secured by said mortgage or any part thereof; Now, therefore, by virtue of the power of sale contained in said mortgage, and pursuant to the statute of the State of Michigan in such case made and provided, notice is hereby given that on the day named the undersigned will sell at public auction to the highest bidder, at the easterly entrance to the Court House in the City of Pontiac, Michigan, that being the place of holding the Circuit Court within said County, the premises described in said mortgage, or so much thereof as may be necessary to pay the amount so as aforesaid due on said mortgage, with interest thereon and all legal costs, charges and expenses, including the attorney fees allowed by law, and also any sum or sums which may be paid by the undersigned, necessary to protect its interest in the premises. Which said premises are described as follows: xyxy=(974,2155,1132,2373)
notice-lot: Lot in Birmingham, Oakland County. xyxy=(660,302,759,310)
notice-date: Dated: May 19, 1931. xyxy=(373,1208,431,1216)
notice-parties: to Harry J. Merritt, Circuit Court Commissioner xyxy=(328,679,455,687)
commission-paragraph: 1930-31 budget was $48,416.32 xyxy=(10,466,118,476)
notice-lot: Lot in Royal Oak Township. xyxy=(660,905,736,913)
budget-amount: 130.00 xyxy=(133,396,155,406)
column-2 xyxy=(161,70,316,1736)
notice-lot: Lot in Clawson, Oakland County. xyxy=(980,595,1069,603)
legal-notice xyxy=(488,357,648,644)
notice-signature: THE EQUITABLE LIFE ASSURANCE SOCIETY OF THE UNITED STATES, Assignee of Mortgagee. xyxy=(979,1494,1127,1511)
budget-amount: 400.00 xyxy=(133,276,155,286)
budget-label: Asst. Supt. Public Works xyxy=(4,346,84,356)
notice-signature: DETROIT TRUST COMPANY, Mortgagee. xyxy=(832,617,950,625)
probate-register: Ruth Immick Harbolt, Probate Register. (A true copy) xyxy=(8,1364,151,1372)
notice-date: Dated: May 21, 1931. xyxy=(1024,900,1082,908)
notice-date: Dated: May 14, 1931. xyxy=(209,992,268,1000)
budget-table xyxy=(4,206,155,427)
notice-signature: THE FARMINGTON STATE SAVINGS BANK, Mortgagee. xyxy=(173,1003,304,1019)
notice-heading: Miller, Canfield, Paddock & Stone, Attorneys, 3456 Penobscot Building, Detroit, Mich. xyxy=(978,2125,1128,2141)
notice-body: MORTGAGE SALE—Default having been made for more than thirty days in the conditions of a certain mortgage made by the mortgagors therein named to the mortgagee hereinafter named, dated and recorded in the office of the Register of Deeds for the County of Oakland and State of Michigan in Liber of Mortgages on page therein described, on which mortgage there is claimed to be due and unpaid at the date of this notice, for principal and interest, the sum therein stated, and no suit or proceeding at law or in equity having been instituted to recover the debt secured by said mortgage or any part thereof; Now, therefore, by virtue of the power of sale contained in said mortgage, and pursuant to the statute of the State of Michigan in such case made and provided, notice is hereby given that on the day named the undersigned will sell at public auction to the highest bidder, at the easterly entrance to the Court House in the City of Pontiac, Michigan, that being the place of holding the Circuit Court within said County, the premises described in said mortgage, or so much thereof as may be necessary to pay the amount so as aforesaid due on said mortgage, with interest thereon and all legal costs, charges and expenses, including the attorney fees allowed by law, and also any sum or sums which may be paid by the undersigned, necessary to protect its interest in the premises. Which said premises are described as follows: xyxy=(322,81,482,291)
budget-label: Funded debt, Bonds and interest xyxy=(4,206,108,216)
notice-body: MORTGAGE SALE—Default having been made for more than thirty days in the conditions of a certain mortgage made by the mortgagors therein named to the mortgagee hereinafter named, dated and recorded in the office of the Register of Deeds for the County of Oakland and State of Michigan in Liber of Mortgages on page therein described, on which mortgage there is claimed to be due and unpaid at the date of this notice, for principal and interest, the sum therein stated, and no suit or proceeding at law or in equity having been instituted to recover the debt secured by said mortgage or any part thereof; Now, therefore, by virtue of the power of sale contained in said mortgage, and pursuant to the statute of the State of Michigan in such case made and provided, notice is hereby given that on the day named the undersigned will sell at public auction to the highest bidder, at the easterly entrance to the Court House in the City of Pontiac, Michigan, that being the place of holding the Circuit Court within said County, the premises described in said mortgage, or so much thereof as may be necessary to pay the amount so as aforesaid due on said mortgage, with interest thereon and all legal costs, charges and expenses, including the attorney fees allowed by law, and also any sum or sums which may be paid by the undersigned, necessary to protect its interest in the premises. Which said premises are described as follows: xyxy=(322,1268,482,1478)
notice-body: MORTGAGE SALE—Default having been made for more than thirty days in the conditions of a certain mortgage made by the mortgagors therein named to the mortgagee hereinafter named, dated and recorded in the office of the Register of Deeds for the County of Oakland and State of Michigan in Liber of Mortgages on page therein described, on which mortgage there is claimed to be due and unpaid at the date of this notice, for principal and interest, the sum therein stated, and no suit or proceeding at law or in equity having been instituted to recover the debt secured by said mortgage or any part thereof; Now, therefore, by virtue of the power of sale contained in said mortgage, and pursuant to the statute of the State of Michigan in such case made and provided, notice is hereby given that on the day named the undersigned will sell at public auction to the highest bidder, at the easterly entrance to the Court House in the City of Pontiac, Michigan, that being the place of holding the Circuit Court within said County, the premises described in said mortgage, or so much thereof as may be necessary to pay the amount so as aforesaid due on said mortgage, with interest thereon and all legal costs, charges and expenses, including the attorney fees allowed by law, and also any sum or sums which may be paid by the undersigned, necessary to protect its interest in the premises. Which said premises are described as follows: xyxy=(488,93,648,303)
notice-heading: Miller, Canfield, Paddock & Stone, Attorneys, 3456 Penobscot Bldg., Detroit, Mich. xyxy=(816,344,966,360)
notice-parties: to Standard Savings and Loan Association xyxy=(494,961,606,969)
notice-date: Dated April 28th, 1931. xyxy=(536,904,600,912)
notice-parties: to Standard Savings and Loan Association xyxy=(494,668,606,676)
budget-label: City Clerk xyxy=(4,366,38,376)
budget-amount: 200.00 xyxy=(133,406,155,416)
notice-lot: Lot in Birmingham Estates. xyxy=(820,302,893,310)
notice-date: Dated: May 21, 1931. xyxy=(1024,607,1082,615)
budget-label: City Treasurer xyxy=(4,386,50,396)
notice-heading: Miller, Canfield, Paddock & Stone, Attorneys, 3456 Penobscot Building, Detroit, Mich. xyxy=(656,352,806,368)
budget-label: Streets xyxy=(4,236,26,246)
newspaper-title: THE FARMINGTON ENTERPRISE, FARMINGTON, MICHIGAN xyxy=(268,48,651,63)
notice-parties: Ernest A. Kreuter and Rose Kreuter, his wife, to The Farmington State Savings Bank xyxy=(161,405,316,421)
budget-section-row xyxy=(4,316,155,326)
notice-date: Dated: May 21, 1931. xyxy=(1024,2087,1082,2095)
probate-judge: Ira C. McCaffrey, Judge of Probate. xyxy=(32,1353,127,1361)
notice-parties: to Thomas Herbert Eby xyxy=(328,1257,390,1265)
notice-lot: Lot in the Village of Clawson, Oakland County. xyxy=(328,1197,454,1205)
legal-notice xyxy=(654,353,808,648)
notice-parties: to Detroit and Security Trust Company xyxy=(980,1541,1083,1549)
notice-signature: THE EQUITABLE LIFE ASSURANCE SOCIETY OF THE UNITED STATES. xyxy=(817,1212,965,1228)
budget-amount: 6,000.00 xyxy=(127,306,155,316)
budget-row xyxy=(4,256,155,266)
commission-paragraph: Next meeting of the Commission will be Tuesday, June 2. Adjourned 9:15 p. m. xyxy=(4,591,155,612)
budget-label: Librarian xyxy=(4,396,34,406)
telephone-article xyxy=(4,815,155,1195)
budget-row xyxy=(4,417,155,428)
notice-lot: Part of the West half of Section 30, Town 2 North, Range 9 East. xyxy=(322,594,482,610)
column-4 xyxy=(488,70,648,1736)
notice-body: MORTGAGE SALE—Default having been made for more than thirty days in the conditions of a certain mortgage made by the mortgagors therein named to the mortgagee hereinafter named, dated and recorded in the office of the Register of Deeds for the County of Oakland and State of Michigan in Liber of Mortgages on page therein described, on which mortgage there is claimed to be due and unpaid at the date of this notice, for principal and interest, the sum therein stated, and no suit or proceeding at law or in equity having been instituted to recover the debt secured by said mortgage or any part thereof; Now, therefore, by virtue of the power of sale contained in said mortgage, and pursuant to the statute of the State of Michigan in such case made and provided, notice is hereby given that on the day named the undersigned will sell at public auction to the highest bidder, at the easterly entrance to the Court House in the City of Pontiac, Michigan, that being the place of holding the Circuit Court within said County, the premises described in said mortgage, or so much thereof as may be necessary to pay the amount so as aforesaid due on said mortgage, with interest thereon and all legal costs, charges and expenses, including the attorney fees allowed by law, and also any sum or sums which may be paid by the undersigned, necessary to protect its interest in the premises. Which said premises are described as follows: xyxy=(488,972,648,1182)
notice-parties: to Detroit Trust Company xyxy=(980,2144,1048,2152)
notice-signature: MILLER, CANFIELD, PADDOCK & STONE, Attorneys for Assignee of Mortgagee. xyxy=(976,2097,1130,2113)
notice-body: MORTGAGE SALE—Default having been made for more than thirty days in the conditions of a certain mortgage made by the mortgagors therein named to the mortgagee hereinafter named, dated and recorded in the office of the Register of Deeds for the County of Oakland and State of Michigan in Liber of Mortgages on page therein described, on which mortgage there is claimed to be due and unpaid at the date of this notice, for principal and interest, the sum therein stated, and no suit or proceeding at law or in equity having been instituted to recover the debt secured by said mortgage or any part thereof; Now, therefore, by virtue of the power of sale contained in said mortgage, and pursuant to the statute of the State of Michigan in such case made and provided, notice is hereby given that on the day named the undersigned will sell at public auction to the highest bidder, at the easterly entrance to the Court House in the City of Pontiac, Michigan, that being the place of holding the Circuit Court within said County, the premises described in said mortgage, or so much thereof as may be necessary to pay the amount so as aforesaid due on said mortgage, with interest thereon and all legal costs, charges and expenses, including the attorney fees allowed by law, and also any sum or sums which may be paid by the undersigned, necessary to protect its interest in the premises. Which said premises are described as follows: xyxy=(974,81,1132,299)
